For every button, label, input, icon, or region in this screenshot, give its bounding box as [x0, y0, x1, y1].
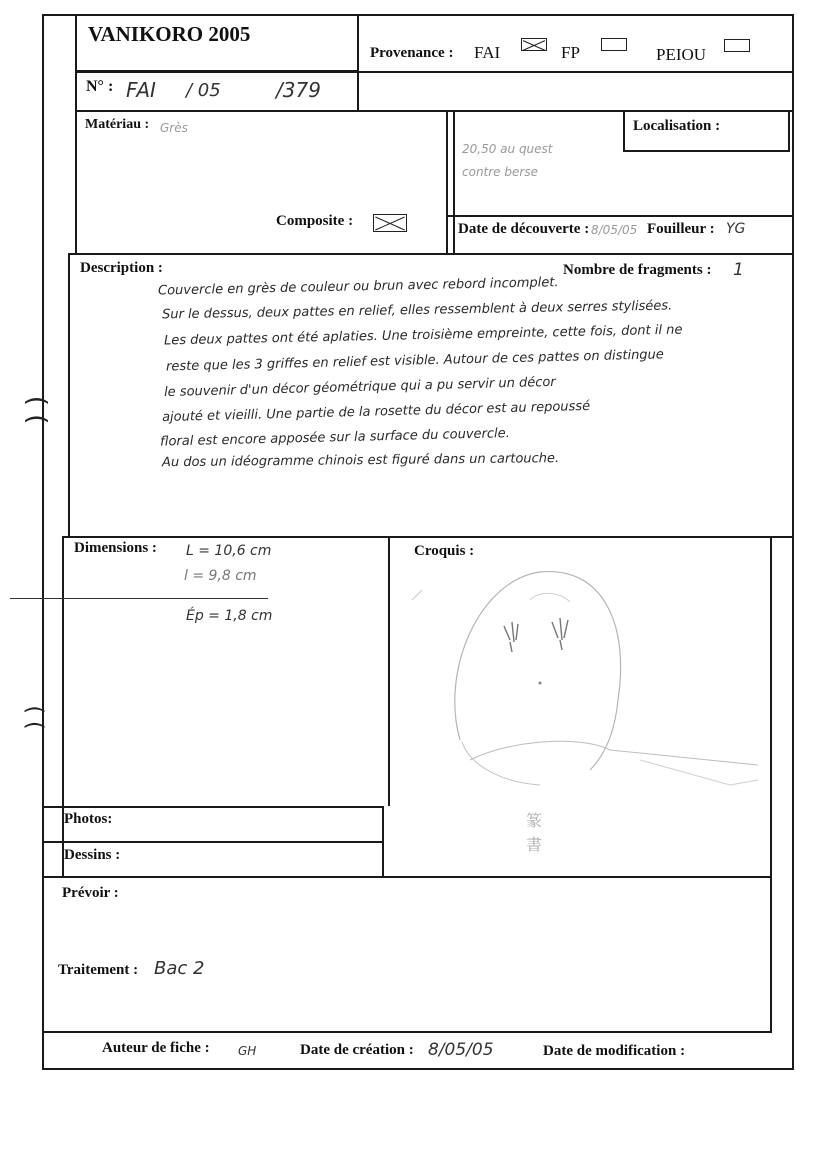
modification-date-label: Date de modification :: [543, 1043, 686, 1059]
description-line: floral est encore apposée sur la surface du couvercle.: [159, 426, 510, 450]
location-note-line2: contre berse: [462, 165, 538, 179]
description-line: le souvenir d'un décor géométrique qui a pu servir un décor: [163, 374, 556, 401]
dessins-top: [42, 841, 384, 843]
number-value-part3: /379: [276, 78, 321, 102]
fragments-value: 1: [733, 260, 744, 280]
composite-checkbox[interactable]: [373, 214, 407, 232]
localisation-label: Localisation :: [633, 118, 721, 134]
discovery-date-value: 8/05/05: [591, 223, 638, 237]
digger-label: Fouilleur :: [647, 221, 715, 237]
dimension-width: l = 9,8 cm: [184, 568, 257, 584]
description-line: ajouté et vieilli. Une partie de la rosette du décor est au repoussé: [161, 398, 591, 426]
description-line: Couvercle en grès de couleur ou brun avec rebord incomplet.: [157, 275, 559, 299]
description-text: [157, 272, 780, 472]
creation-date-label: Date de création :: [300, 1042, 414, 1058]
page-title: VANIKORO 2005: [88, 22, 251, 46]
dimensions-top: [62, 536, 794, 538]
stray-pen-line: [10, 598, 268, 599]
header-divider: [75, 71, 794, 73]
number-label: N° :: [86, 78, 114, 95]
author-label: Auteur de fiche :: [102, 1040, 210, 1056]
number-cell-divider: [357, 71, 359, 112]
digger-value: YG: [726, 221, 746, 237]
prevoir-top: [42, 876, 772, 878]
provenance-fai-checkbox[interactable]: [521, 38, 547, 51]
prevoir-right: [770, 536, 772, 1032]
left-border: [75, 14, 77, 254]
provenance-peiou-label: PEIOU: [656, 45, 707, 64]
material-label: Matériau :: [85, 117, 150, 132]
fragments-label: Nombre de fragments :: [563, 262, 712, 278]
description-left: [68, 253, 70, 538]
traitement-value: Bac 2: [154, 958, 205, 979]
description-label: Description :: [80, 260, 163, 276]
provenance-fp-label: FP: [561, 43, 580, 62]
material-right-border: [446, 110, 448, 254]
croquis-label: Croquis :: [414, 543, 475, 559]
provenance-peiou-checkbox[interactable]: [724, 39, 750, 52]
description-line: Les deux pattes ont été aplaties. Une troisième empreinte, cette fois, dont il ne: [163, 322, 683, 349]
dimensions-label: Dimensions :: [74, 540, 157, 556]
binder-hole-mark: ( (: [21, 395, 52, 425]
dimension-length: L = 10,6 cm: [186, 543, 272, 559]
photos-label: Photos:: [64, 811, 113, 827]
material-right-border-2: [453, 110, 455, 254]
traitement-label: Traitement :: [58, 962, 139, 978]
author-value: GH: [238, 1044, 257, 1058]
provenance-label: Provenance :: [370, 45, 454, 61]
dimensions-right: [388, 536, 390, 806]
material-value: Grès: [160, 121, 188, 135]
discovery-row-top: [446, 215, 794, 217]
description-line: Au dos un idéogramme chinois est figuré dans un cartouche.: [161, 451, 560, 471]
description-top: [68, 253, 794, 255]
provenance-fai-label: FAI: [474, 43, 501, 62]
description-line: reste que les 3 griffes en relief est visible. Autour de ces pattes on distingue: [165, 347, 665, 375]
composite-label: Composite :: [276, 213, 354, 229]
binder-hole-mark: ( (: [21, 705, 47, 730]
prevoir-label: Prévoir :: [62, 885, 119, 901]
svg-text:篆: 篆: [526, 811, 543, 830]
provenance-fp-checkbox[interactable]: [601, 38, 627, 51]
discovery-date-label: Date de découverte :: [458, 221, 590, 237]
description-line: Sur le dessus, deux pattes en relief, elles ressemblent à deux serres stylisées.: [161, 298, 673, 323]
creation-date-value: 8/05/05: [428, 1040, 494, 1060]
dimension-thickness: Ép = 1,8 cm: [186, 608, 273, 624]
svg-text:書: 書: [526, 835, 543, 854]
photos-top: [42, 806, 384, 808]
lid-sketch: [400, 560, 760, 860]
dessins-label: Dessins :: [64, 847, 121, 863]
number-value-part2: / 05: [186, 80, 221, 101]
location-note-line1: 20,50 au quest: [462, 142, 553, 156]
number-value-part1: FAI: [126, 78, 156, 102]
footer-top: [42, 1031, 772, 1033]
